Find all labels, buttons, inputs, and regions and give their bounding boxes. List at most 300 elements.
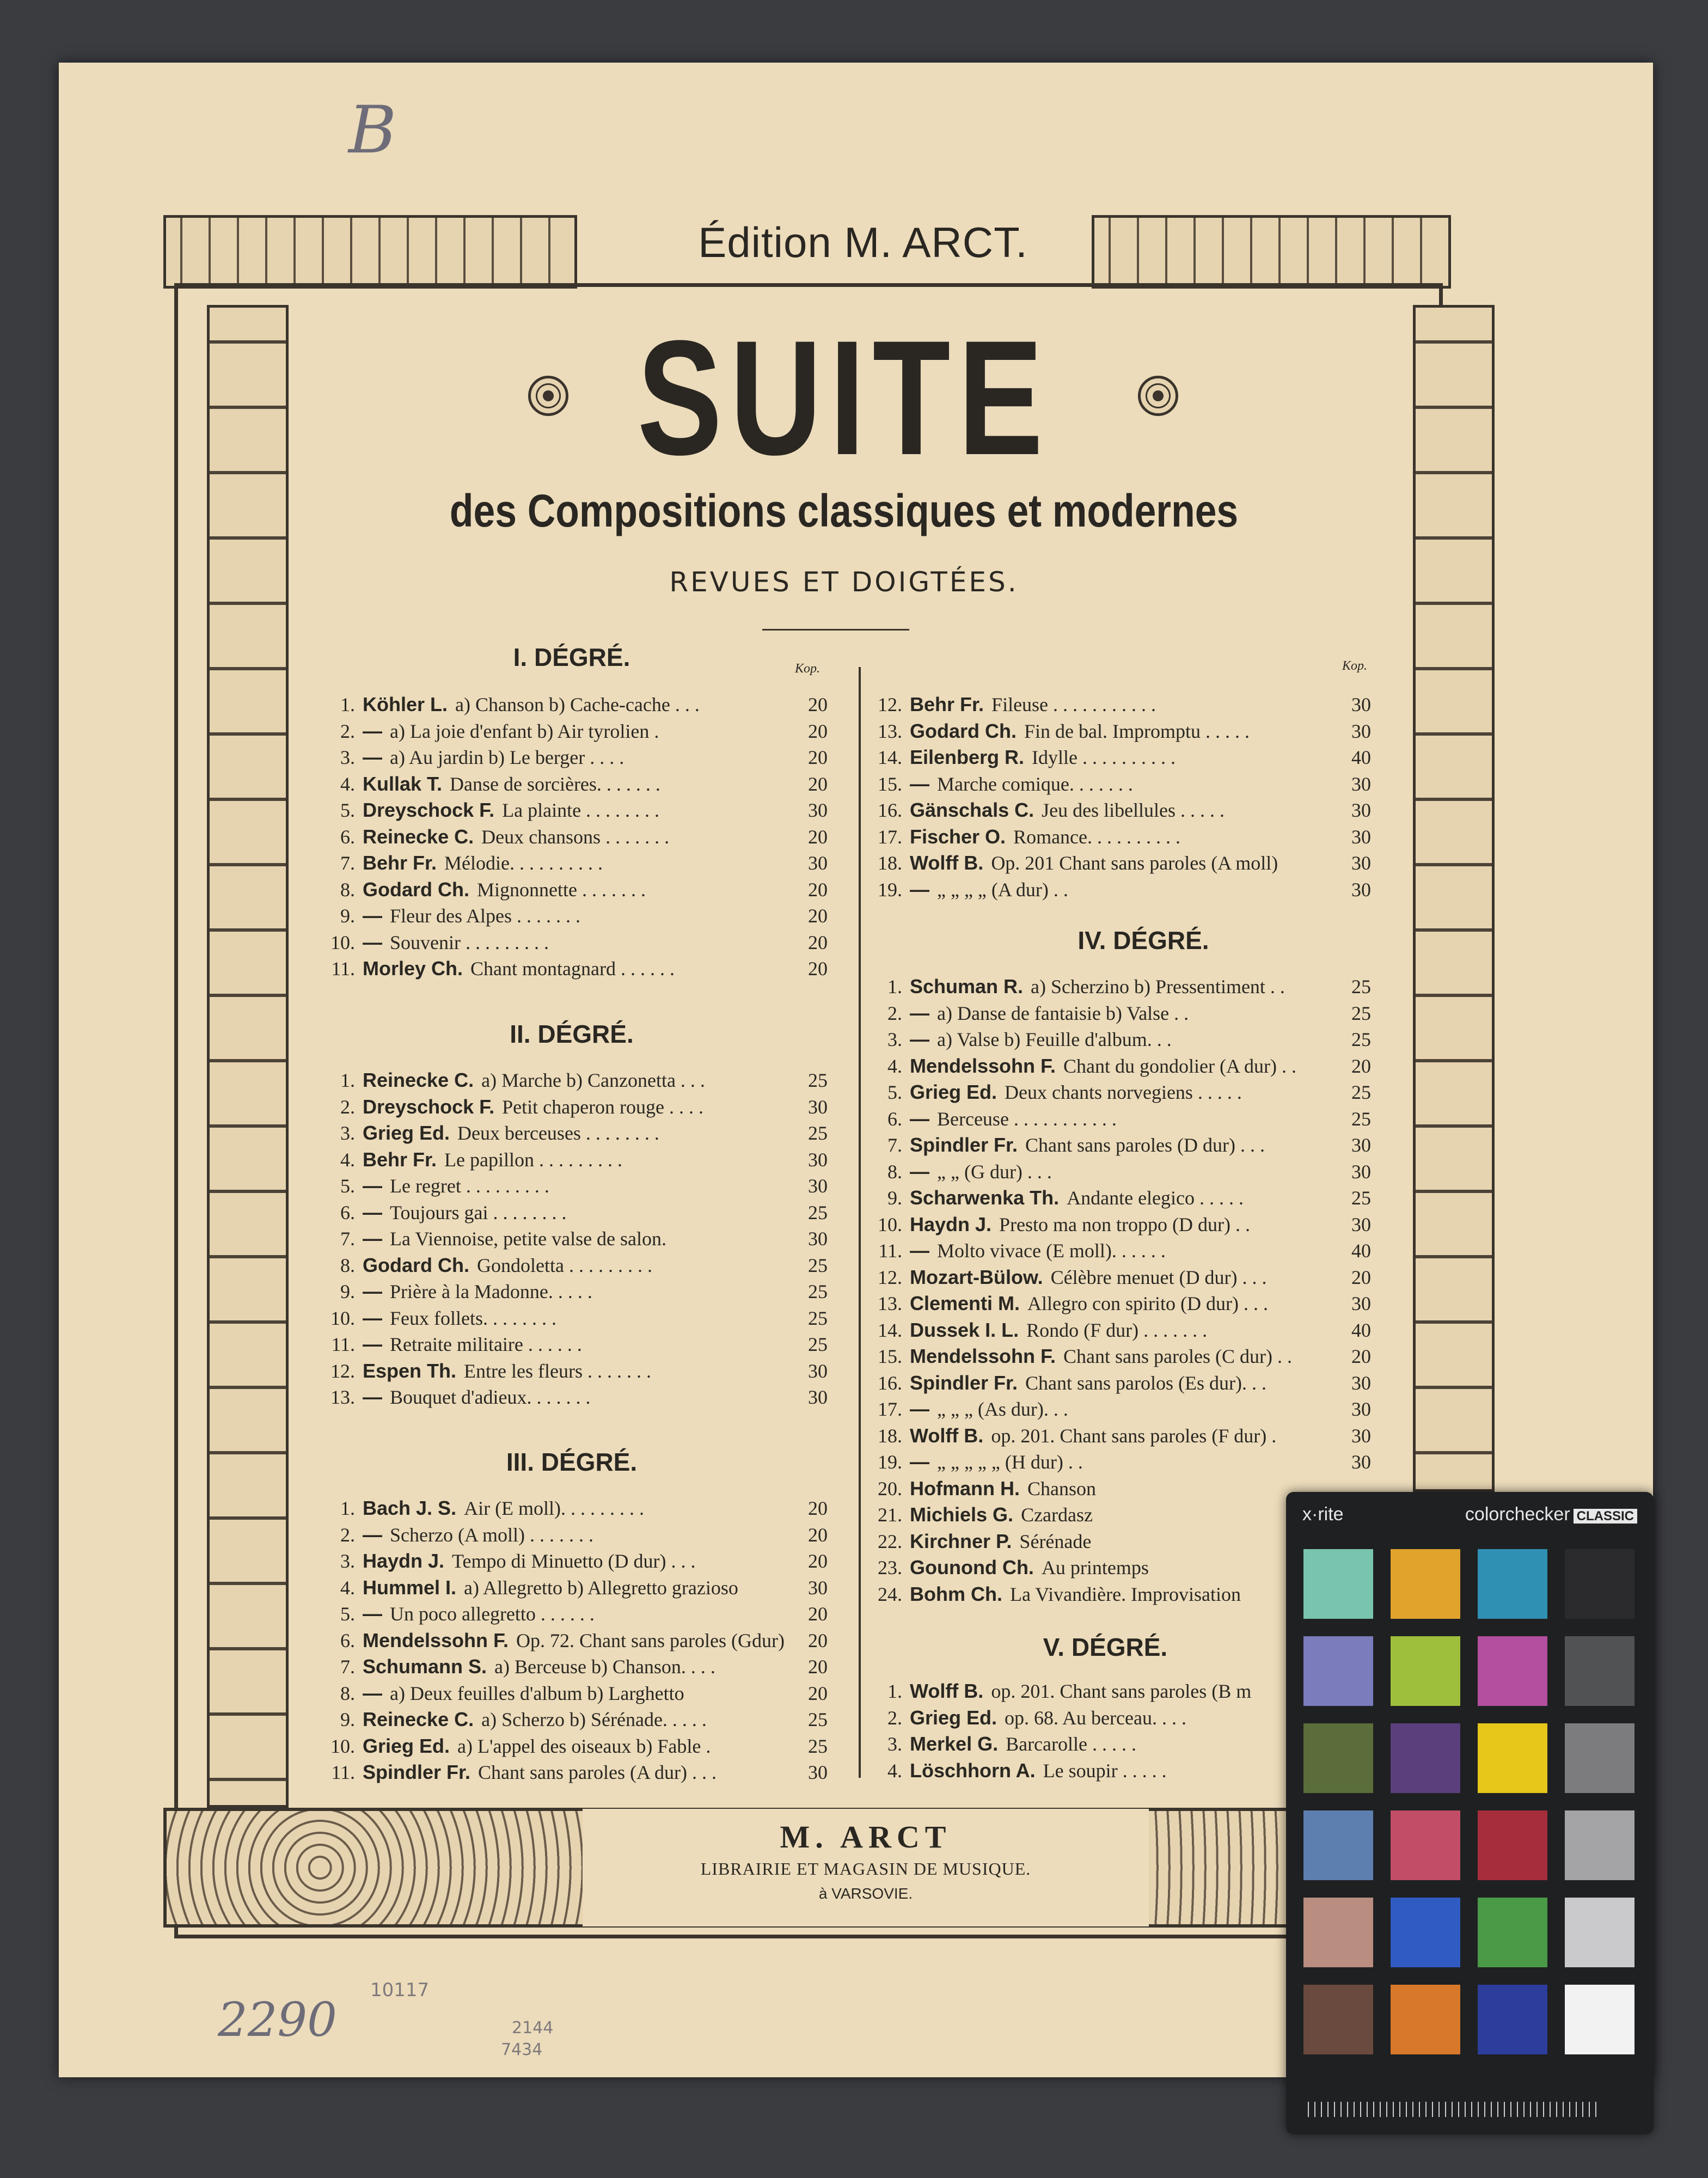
entry-price: 20 (808, 931, 828, 953)
entry-price: 25 (808, 1735, 828, 1757)
color-swatch (1565, 1985, 1634, 2054)
color-swatch (1565, 1636, 1634, 1706)
entry-composer: — (363, 1174, 382, 1197)
entry-composer: Köhler L. (363, 693, 448, 715)
color-swatch (1391, 1898, 1460, 1967)
entry-composer: — (363, 1201, 382, 1223)
entry-price: 20 (808, 1656, 828, 1678)
entry-price: 25 (1351, 1187, 1371, 1209)
entry-price: 30 (1351, 1293, 1371, 1314)
entry-composer: — (363, 719, 382, 742)
entry-price: 25 (808, 1281, 828, 1302)
entry-title: Chant du gondolier (A dur) . . (1063, 1055, 1296, 1077)
catalog-entry (868, 850, 1371, 876)
entry-title: Scherzo (A moll) . . . . . . . (390, 1524, 593, 1546)
color-swatch (1565, 1810, 1634, 1880)
entry-composer: Dussek I. L. (910, 1318, 1019, 1341)
publisher-name: M. ARCT (780, 1819, 952, 1855)
catalog-entry (321, 850, 828, 876)
entry-number: 5. (340, 799, 355, 821)
entry-title: Feux follets. . . . . . . . (390, 1307, 556, 1329)
entry-price: 25 (1351, 1108, 1371, 1130)
catalog-entry (321, 1759, 828, 1785)
entry-composer: Godard Ch. (910, 719, 1017, 742)
entry-number: 2. (887, 1706, 902, 1729)
entry-composer: Bohm Ch. (910, 1582, 1002, 1605)
entry-price: 20 (808, 1603, 828, 1625)
entry-title: Czardasz (1021, 1504, 1093, 1526)
entry-composer: — (910, 1028, 929, 1050)
entry-number: 1. (340, 694, 355, 715)
entry-title: Deux chansons . . . . . . . (481, 825, 670, 848)
section-heading-degre-4: IV. DÉGRÉ. (1078, 926, 1209, 955)
entry-composer: — (363, 1386, 382, 1408)
entry-title: Bouquet d'adieux. . . . . . . (390, 1386, 591, 1408)
entry-composer: — (910, 1001, 929, 1024)
entry-title: a) Valse b) Feuille d'album. . . (937, 1029, 1172, 1050)
entry-number: 10. (330, 1307, 355, 1329)
entry-number: 4. (887, 1055, 902, 1077)
entry-composer: Mendelssohn F. (910, 1345, 1056, 1367)
catalog-entry (321, 797, 828, 823)
entry-composer: Bach J. S. (363, 1497, 457, 1519)
left-frame-border (207, 305, 289, 1808)
entry-number: 24. (878, 1583, 902, 1605)
entry-price: 30 (1351, 878, 1371, 901)
catalog-entry (868, 1449, 1371, 1475)
entry-composer: Grieg Ed. (363, 1734, 450, 1757)
entry-price: 25 (808, 1201, 828, 1223)
entry-price: 30 (1351, 825, 1371, 848)
entry-price: 40 (1351, 1240, 1371, 1262)
entry-composer: Grieg Ed. (910, 1081, 997, 1103)
entry-composer: Morley Ch. (363, 957, 463, 980)
entry-price: 20 (1351, 1345, 1371, 1367)
entry-price: 30 (808, 799, 828, 821)
catalog-entry (868, 1396, 1371, 1422)
entry-title: Op. 201 Chant sans paroles (A moll) (991, 852, 1278, 874)
entry-composer: — (910, 878, 929, 901)
subtitle: des Compositions classiques et modernes (449, 485, 1239, 536)
entry-number: 5. (340, 1175, 355, 1197)
entry-composer: Reinecke C. (363, 825, 474, 848)
entry-composer: — (910, 1239, 929, 1262)
entry-title: Allegro con spirito (D dur) . . . (1027, 1293, 1268, 1314)
catalog-entry (321, 1358, 828, 1384)
rosette-ornament-right (1138, 376, 1178, 416)
color-checker-title (1465, 1504, 1637, 1525)
entry-composer: Hofmann H. (910, 1477, 1020, 1500)
color-checker-title-text: colorchecker (1465, 1504, 1570, 1525)
entry-number: 7. (340, 1656, 355, 1678)
color-swatch (1303, 1549, 1373, 1619)
entry-title: Deux berceuses . . . . . . . . (457, 1122, 659, 1144)
entry-price: 25 (1351, 976, 1371, 998)
revision-note: REVUES ET DOIGTÉES. (669, 566, 1019, 598)
entry-number: 6. (340, 1629, 355, 1651)
catalog-entry (321, 1548, 828, 1574)
entry-number: 12. (878, 1266, 902, 1288)
entry-composer: — (910, 772, 929, 795)
entry-composer: Behr Fr. (363, 1148, 437, 1171)
entry-number: 13. (878, 1293, 902, 1314)
entry-composer: Wolff B. (910, 1424, 984, 1447)
stamp-code: 10117 (370, 1979, 430, 2001)
catalog-entry (321, 1654, 828, 1680)
entry-number: 1. (340, 1497, 355, 1519)
entry-title: Deux chants norvegiens . . . . . (1005, 1081, 1242, 1103)
catalog-entry (321, 1733, 828, 1759)
divider-flourish (762, 629, 909, 634)
entry-number: 16. (878, 799, 902, 821)
entry-composer: Kullak T. (363, 772, 443, 795)
entry-price: 20 (808, 958, 828, 980)
entry-number: 8. (340, 1254, 355, 1276)
entry-price: 20 (808, 878, 828, 901)
entry-price: 20 (808, 1682, 828, 1704)
entry-price: 25 (808, 1333, 828, 1355)
entry-title: Prière à la Madonne. . . . . (390, 1281, 592, 1302)
entry-price: 25 (808, 1307, 828, 1329)
catalog-entry (321, 824, 828, 850)
entry-number: 11. (331, 1761, 355, 1783)
entry-composer: Eilenberg R. (910, 746, 1025, 768)
catalog-entry (321, 1331, 828, 1357)
entry-title: a) La joie d'enfant b) Air tyrolien . (390, 720, 659, 742)
catalog-entry (321, 1173, 828, 1199)
color-checker-brand: x·rite (1302, 1504, 1344, 1525)
entry-number: 4. (340, 1148, 355, 1171)
entry-title: Chant sans parolos (Es dur). . . (1025, 1372, 1266, 1394)
catalog-entry (868, 1132, 1371, 1158)
entry-price: 30 (1351, 1451, 1371, 1473)
entry-price: 30 (1351, 773, 1371, 795)
catalog-entry (868, 1290, 1371, 1317)
entry-composer: Michiels G. (910, 1503, 1014, 1526)
color-swatch (1478, 1636, 1547, 1706)
section-heading-degre-2: II. DÉGRÉ. (510, 1020, 634, 1048)
entry-title: Toujours gai . . . . . . . . (390, 1201, 567, 1223)
publisher-business: LIBRAIRIE ET MAGASIN DE MUSIQUE. (700, 1859, 1031, 1879)
handwritten-letter: B (348, 93, 397, 168)
entry-number: 1. (887, 1680, 902, 1702)
entry-number: 7. (340, 1228, 355, 1250)
entry-title: a) Danse de fantaisie b) Valse . . (937, 1002, 1189, 1024)
catalog-entry (868, 1159, 1371, 1185)
entry-number: 20. (878, 1477, 902, 1500)
entry-title: Souvenir . . . . . . . . . (390, 931, 549, 953)
entry-composer: Behr Fr. (363, 852, 437, 874)
entry-price: 20 (808, 905, 828, 927)
entry-composer: Spindler Fr. (910, 1134, 1018, 1156)
entry-number: 1. (887, 976, 902, 998)
kop-label-left: Kop. (795, 662, 821, 676)
catalog-entry (868, 1000, 1371, 1026)
entry-composer: Löschhorn A. (910, 1759, 1036, 1782)
entry-composer: Hummel I. (363, 1576, 457, 1599)
section-heading-degre-3: III. DÉGRÉ. (506, 1448, 638, 1476)
entry-title: „ „ (G dur) . . . (937, 1160, 1052, 1183)
entry-price: 20 (808, 1524, 828, 1546)
entry-composer: Wolff B. (910, 852, 984, 874)
entry-price: 20 (808, 1550, 828, 1572)
entry-number: 6. (340, 825, 355, 848)
entry-title: Rondo (F dur) . . . . . . . (1026, 1319, 1208, 1341)
entry-title: Marche comique. . . . . . . (937, 773, 1133, 795)
entry-composer: — (910, 1107, 929, 1130)
color-swatch (1303, 1723, 1373, 1793)
entry-composer: — (363, 1280, 382, 1302)
entry-number: 22. (878, 1530, 902, 1552)
entry-title: Fleur des Alpes . . . . . . . (390, 905, 580, 927)
entry-number: 15. (878, 1345, 902, 1367)
entry-composer: Reinecke C. (363, 1069, 474, 1091)
catalog-entry (868, 1212, 1371, 1238)
entry-number: 11. (878, 1240, 902, 1262)
entry-number: 9. (340, 1709, 355, 1730)
entry-composer: Godard Ch. (363, 878, 469, 901)
entry-price: 30 (808, 1761, 828, 1783)
catalog-entry (321, 744, 828, 770)
entry-title: Au printemps (1041, 1557, 1149, 1579)
entry-price: 20 (808, 720, 828, 742)
entry-composer: Grieg Ed. (363, 1122, 450, 1144)
catalog-entry (321, 1305, 828, 1331)
catalog-entry (321, 1522, 828, 1548)
entry-composer: Dreyschock F. (363, 799, 495, 821)
entry-number: 7. (887, 1134, 902, 1156)
catalog-entry (321, 1067, 828, 1093)
entry-composer: Schumann S. (363, 1655, 487, 1678)
entry-number: 9. (340, 905, 355, 927)
catalog-entry (321, 718, 828, 744)
column-divider (859, 667, 861, 1778)
entry-composer: Gänschals C. (910, 799, 1034, 821)
entry-title: Fin de bal. Impromptu . . . . . (1024, 720, 1250, 742)
entry-number: 14. (878, 747, 902, 768)
entry-number: 16. (878, 1372, 902, 1394)
entry-title: „ „ „ (As dur). . . (937, 1398, 1068, 1420)
entry-price: 30 (1351, 720, 1371, 742)
entry-number: 3. (340, 1550, 355, 1572)
entry-price: 30 (808, 1228, 828, 1250)
entry-title: a) Deux feuilles d'album b) Larghetto (390, 1682, 684, 1704)
entry-composer: — (910, 1451, 929, 1473)
color-swatch (1565, 1723, 1634, 1793)
entry-price: 30 (808, 1576, 828, 1599)
main-title: SUITE (637, 306, 1051, 489)
entry-number: 3. (887, 1029, 902, 1050)
entry-title: Mignonnette . . . . . . . (477, 878, 646, 901)
entry-title: Chant sans paroles (A dur) . . . (478, 1761, 717, 1783)
catalog-entry (868, 1317, 1371, 1343)
catalog-entry (321, 692, 828, 718)
entry-price: 20 (808, 747, 828, 768)
entry-price: 30 (1351, 1372, 1371, 1394)
entry-price: 30 (808, 1386, 828, 1408)
entry-number: 4. (340, 773, 355, 795)
entry-composer: — (363, 1227, 382, 1250)
entry-title: Jeu des libellules . . . . . (1042, 799, 1225, 821)
entry-composer: Behr Fr. (910, 693, 984, 715)
stamp-shelf-a: 2144 (512, 2018, 554, 2038)
entry-composer: Spindler Fr. (910, 1371, 1018, 1394)
entry-price: 30 (1351, 1134, 1371, 1156)
entry-composer: — (363, 1523, 382, 1546)
catalog-entry (868, 692, 1371, 718)
entry-number: 8. (887, 1160, 902, 1183)
entry-composer: Espen Th. (363, 1359, 457, 1382)
color-swatch (1303, 1898, 1373, 1967)
entry-title: Romance. . . . . . . . . . (1013, 825, 1181, 848)
entry-composer: — (363, 904, 382, 927)
entry-number: 19. (878, 1451, 902, 1473)
entry-price: 30 (1351, 1398, 1371, 1420)
entry-number: 3. (340, 747, 355, 768)
entry-composer: — (363, 1681, 382, 1704)
entry-price: 25 (808, 1254, 828, 1276)
entry-number: 5. (887, 1081, 902, 1103)
catalog-entry (868, 1053, 1371, 1079)
catalog-entry (868, 1264, 1371, 1290)
catalog-entry (868, 1079, 1371, 1105)
catalog-entry (321, 1278, 828, 1305)
catalog-entry (868, 797, 1371, 823)
entry-title: Le regret . . . . . . . . . (390, 1175, 549, 1197)
entry-title: Air (E moll). . . . . . . . . (464, 1497, 645, 1519)
entry-title: Le papillon . . . . . . . . . (444, 1148, 622, 1171)
entry-number: 6. (887, 1108, 902, 1130)
entry-composer: Godard Ch. (363, 1253, 469, 1276)
entry-number: 2. (340, 1096, 355, 1118)
entry-title: Le soupir . . . . . (1043, 1759, 1167, 1782)
entry-price: 30 (808, 1096, 828, 1118)
entry-composer: Fischer O. (910, 825, 1006, 848)
entry-title: Presto ma non troppo (D dur) . . (999, 1213, 1250, 1235)
entry-title: a) L'appel des oiseaux b) Fable . (457, 1735, 711, 1757)
catalog-entry (321, 903, 828, 929)
color-swatch (1478, 1985, 1547, 2054)
catalog-entry (868, 744, 1371, 770)
entry-title: op. 201. Chant sans paroles (F dur) . (991, 1424, 1277, 1447)
entry-number: 4. (887, 1759, 902, 1782)
catalog-entry (868, 1705, 1285, 1731)
entry-title: La plainte . . . . . . . . (502, 799, 660, 821)
entry-number: 21. (878, 1504, 902, 1526)
entry-title: a) Marche b) Canzonetta . . . (481, 1069, 705, 1091)
entry-number: 2. (340, 1524, 355, 1546)
entry-title: a) Chanson b) Cache-cache . . . (455, 694, 700, 715)
entry-title: Chant sans paroles (D dur) . . . (1025, 1134, 1265, 1156)
catalog-entry (868, 1106, 1371, 1132)
entry-composer: Reinecke C. (363, 1708, 474, 1730)
handwritten-number: 2290 (218, 1993, 337, 2047)
entry-number: 6. (340, 1201, 355, 1223)
entry-number: 14. (878, 1319, 902, 1341)
entry-price: 40 (1351, 1319, 1371, 1341)
entry-title: Célèbre menuet (D dur) . . . (1050, 1266, 1267, 1288)
entry-price: 30 (808, 852, 828, 874)
entry-composer: Spindler Fr. (363, 1761, 471, 1783)
entry-price: 20 (808, 1497, 828, 1519)
edition-label: Édition M. ARCT. (698, 218, 1028, 266)
entry-title: Chant sans paroles (C dur) . . (1063, 1345, 1292, 1367)
stamp-shelf-b: 7434 (501, 2040, 543, 2059)
catalog-entry (868, 1731, 1285, 1757)
entry-composer: — (910, 1160, 929, 1183)
ruler-scale (1308, 2102, 1602, 2117)
top-ornament-band-left (163, 215, 577, 289)
entry-title: Un poco allegretto . . . . . . (390, 1603, 595, 1625)
catalog-entry (868, 974, 1371, 1000)
entry-title: „ „ „ „ „ (H dur) . . (937, 1451, 1083, 1473)
entry-composer: Mendelssohn F. (910, 1054, 1056, 1077)
entry-price: 20 (808, 773, 828, 795)
entry-composer: — (363, 746, 382, 768)
color-swatch (1478, 1898, 1547, 1967)
entry-number: 15. (878, 773, 902, 795)
entry-price: 20 (1351, 1266, 1371, 1288)
publisher-city: à VARSOVIE. (818, 1885, 913, 1902)
entry-price: 30 (1351, 1424, 1371, 1447)
entry-number: 9. (887, 1187, 902, 1209)
catalog-entry (321, 1147, 828, 1173)
section-heading-degre-5: V. DÉGRÉ. (1043, 1633, 1168, 1661)
entry-number: 2. (887, 1002, 902, 1024)
entry-number: 3. (887, 1733, 902, 1755)
color-swatch (1565, 1898, 1634, 1967)
entry-price: 25 (1351, 1081, 1371, 1103)
entry-price: 20 (808, 694, 828, 715)
catalog-entry (868, 1370, 1371, 1396)
entry-composer: Haydn J. (363, 1550, 445, 1572)
entry-title: Berceuse . . . . . . . . . . . (937, 1108, 1117, 1130)
entry-composer: Schuman R. (910, 975, 1024, 998)
entry-price: 20 (808, 825, 828, 848)
catalog-entry (321, 1628, 828, 1654)
catalog-entry (321, 1120, 828, 1146)
entry-number: 1. (340, 1069, 355, 1091)
color-checker-card (1286, 1492, 1654, 2134)
entry-price: 25 (1351, 1002, 1371, 1024)
entry-price: 30 (1351, 799, 1371, 821)
entry-composer: Grieg Ed. (910, 1706, 997, 1729)
catalog-entry (321, 877, 828, 903)
entry-number: 2. (340, 720, 355, 742)
entry-number: 4. (340, 1576, 355, 1599)
entry-number: 13. (878, 720, 902, 742)
color-swatch (1478, 1723, 1547, 1793)
entry-composer: Gounond Ch. (910, 1556, 1034, 1579)
entry-title: Gondoletta . . . . . . . . . (477, 1254, 652, 1276)
color-swatch (1391, 1549, 1460, 1619)
entry-title: a) Scherzo b) Sérénade. . . . . (481, 1709, 707, 1730)
entry-title: op. 68. Au berceau. . . . (1005, 1706, 1186, 1729)
catalog-entry (321, 956, 828, 982)
entry-number: 5. (340, 1603, 355, 1625)
catalog-entry (321, 1200, 828, 1226)
entry-composer: Mozart-Bülow. (910, 1265, 1043, 1288)
entry-composer: — (363, 1602, 382, 1625)
color-swatch (1391, 1810, 1460, 1880)
catalog-entry (321, 1226, 828, 1252)
entry-composer: — (363, 1306, 382, 1329)
color-swatch (1391, 1723, 1460, 1793)
entry-title: a) Scherzino b) Pressentiment . . (1031, 976, 1285, 998)
entry-number: 17. (878, 1398, 902, 1420)
entry-number: 9. (340, 1281, 355, 1302)
catalog-entry (868, 1238, 1371, 1264)
